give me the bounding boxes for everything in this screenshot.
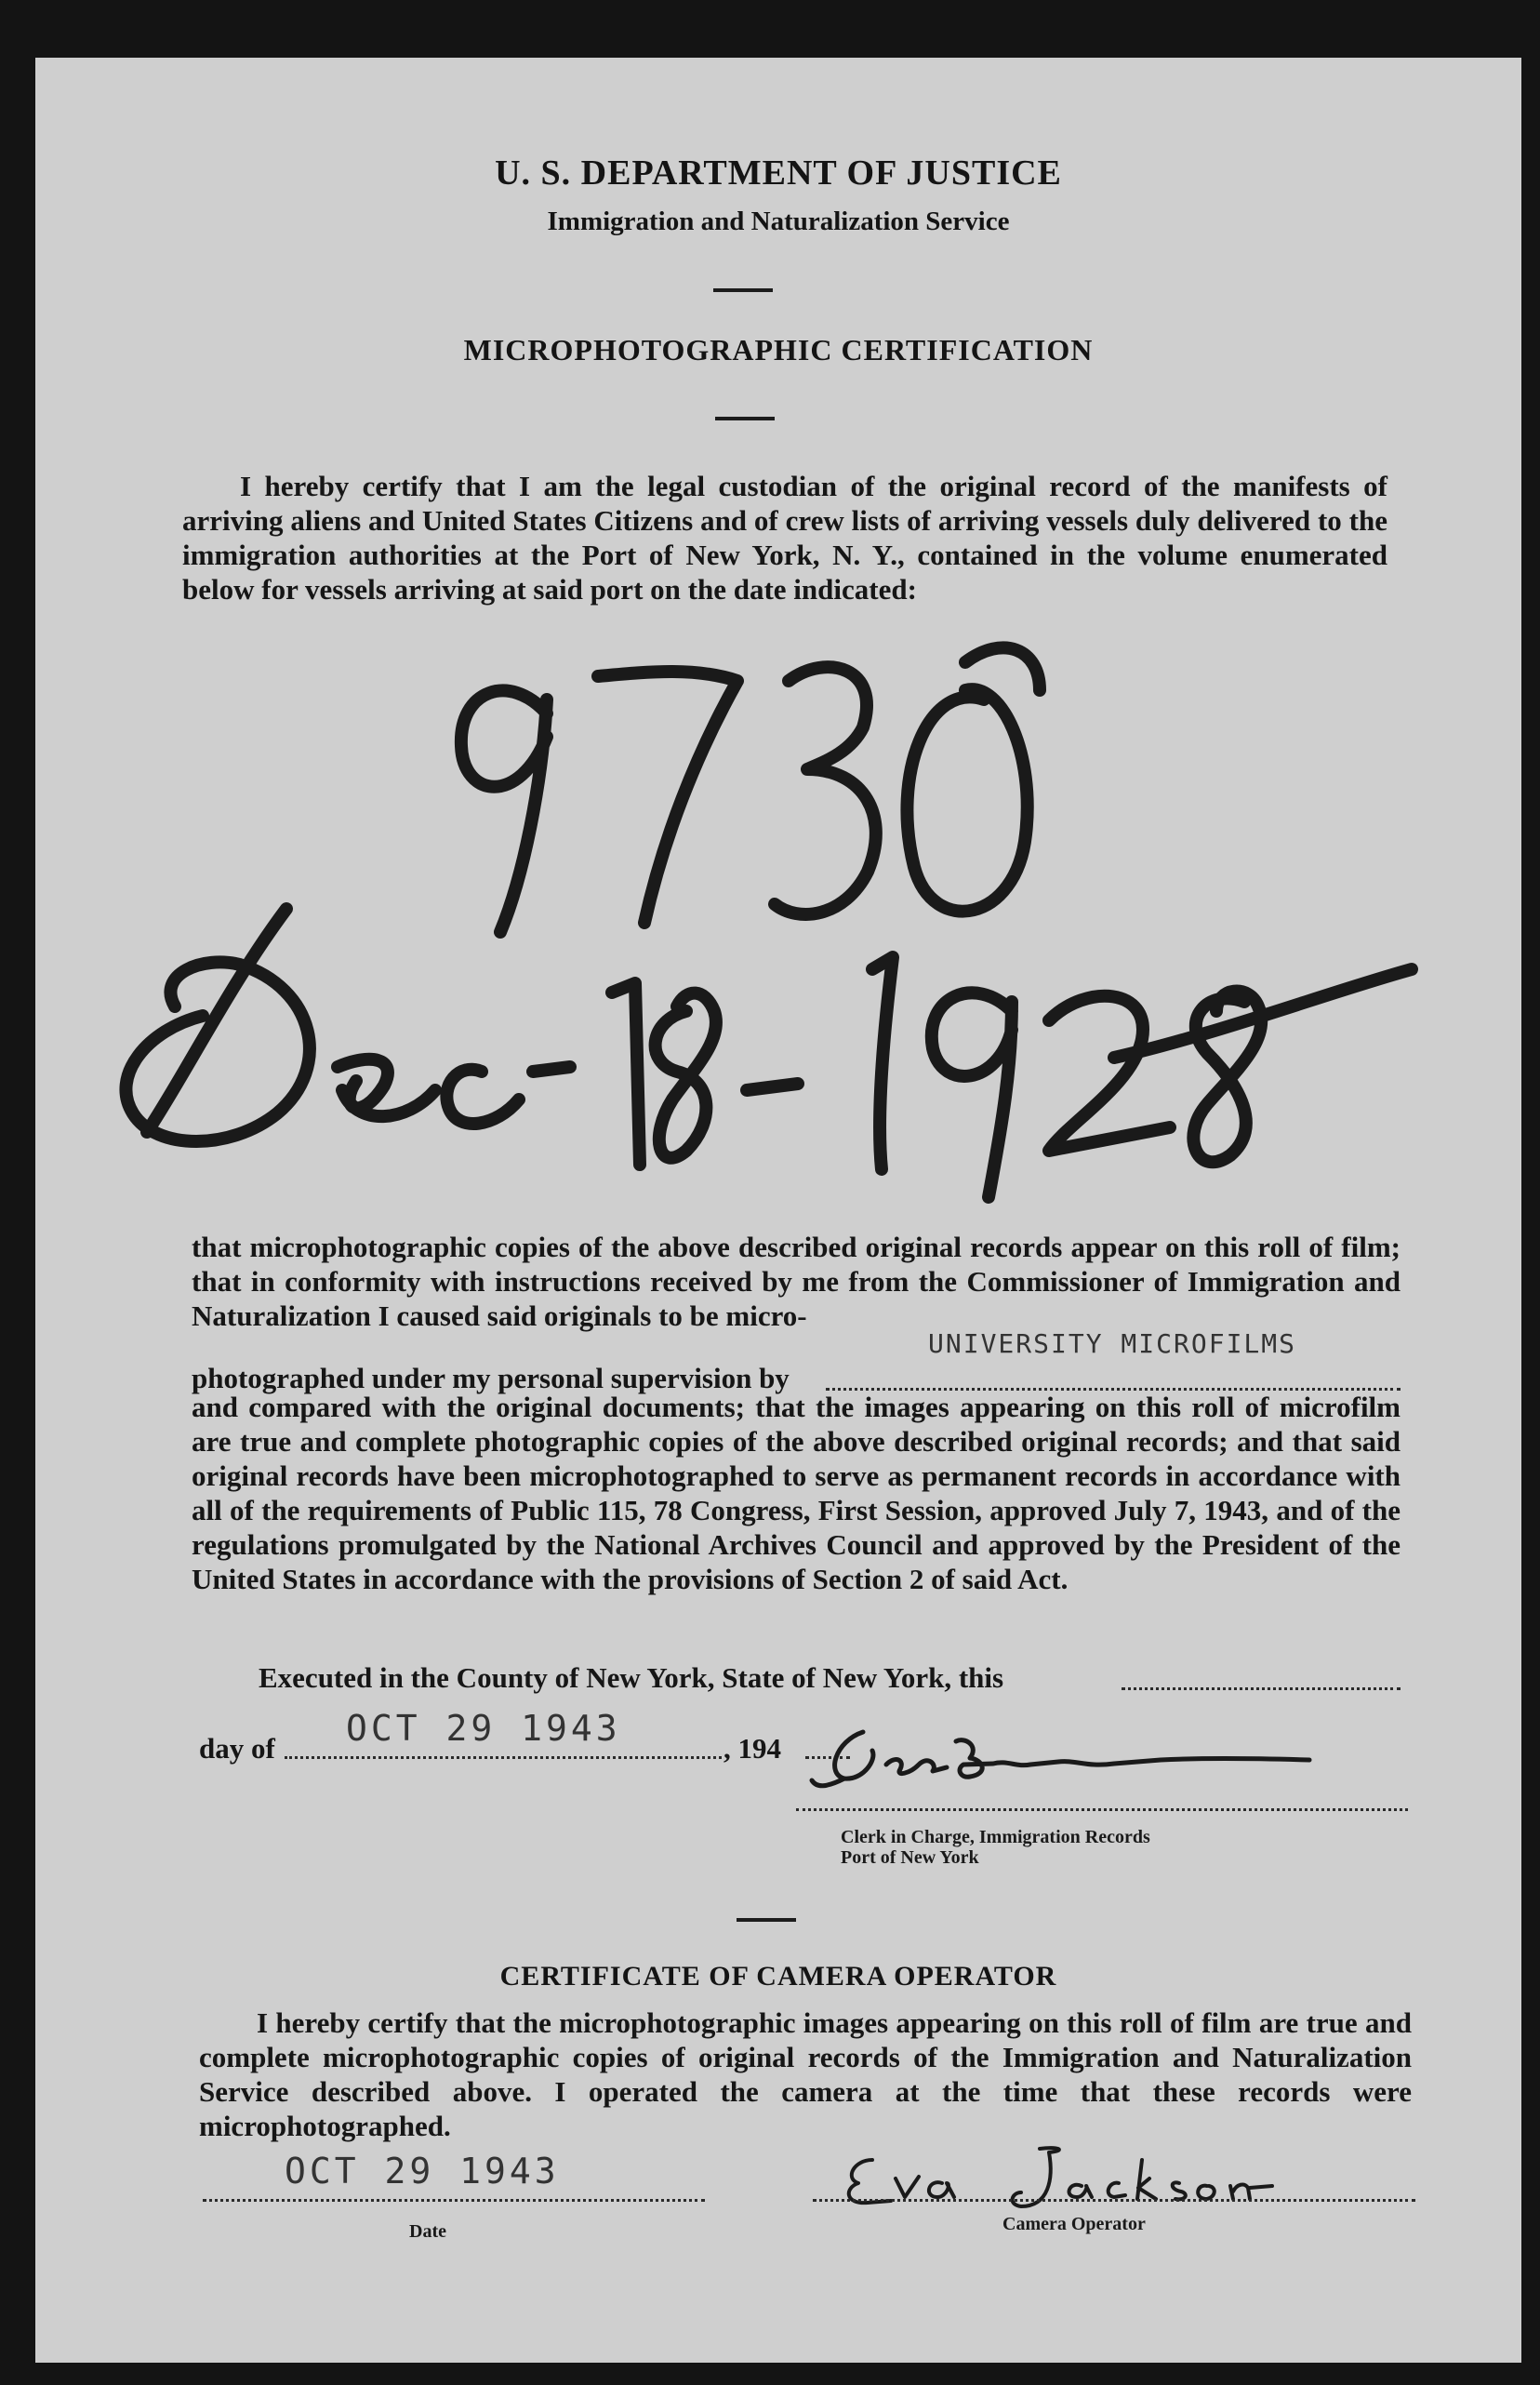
year-prefix: , 194 [724, 1732, 781, 1765]
custodian-paragraph: I hereby certify that I am the legal custodian of the original record of the manifests of arriving aliens and United States Citizens and of crew lists of arriving vessels duly delivered to the immigration authorities at the Port of New York, N. Y., contained in the volume enumerated below for vessels arriving at said port on the date indicated: [182, 470, 1387, 606]
day-of-dotted-line [285, 1756, 722, 1759]
department-title: U. S. DEPARTMENT OF JUSTICE [495, 153, 1062, 193]
operator-signature-line [813, 2199, 1415, 2202]
divider [737, 1918, 796, 1922]
handwritten-volume-text: 9730 [407, 625, 409, 626]
handwritten-date-text: Dec-18-1928 [91, 899, 97, 900]
body-paragraph-2: and compared with the original documents; that the images appearing on this roll of microfilm are true and complete photographic copies of the above described original records; and that said original records have been microphotographed to serve as permanent records in accordance with all of the requirements of Public 115, 78 Congress, First Session, approved July 7, 1943, and of the regulations promulgated by the National Archives Council and approved by the President of the United States in accordance with the provisions of Section 2 of said Act. [192, 1391, 1401, 1595]
camera-date-stamp: OCT 29 1943 [285, 2151, 560, 2192]
clerk-signature-line [796, 1808, 1408, 1811]
camera-operator-label: Camera Operator [1002, 2214, 1146, 2234]
day-of-label: day of [199, 1732, 275, 1765]
document-page [35, 58, 1521, 2363]
handwritten-date [91, 899, 1467, 1216]
divider [713, 288, 773, 292]
executed-statement: Executed in the County of New York, State of New York, this [259, 1661, 1004, 1694]
date-label: Date [409, 2221, 446, 2242]
camera-certificate-title: CERTIFICATE OF CAMERA OPERATOR [499, 1961, 1057, 1992]
body-paragraph-1: that microphotographic copies of the above described original records appear on this roll of film; that in conformity with instructions received by me from the Commissioner of Immigration and Naturalization I caused said originals to be micro- [192, 1231, 1401, 1332]
clerk-signature-text: Geo Saaka [807, 1723, 812, 1724]
clerk-title: Clerk in Charge, Immigration Records [841, 1827, 1150, 1847]
date-dotted-line [203, 2199, 705, 2202]
execution-date-stamp: OCT 29 1943 [346, 1708, 621, 1749]
service-subtitle: Immigration and Naturalization Service [547, 207, 1010, 236]
divider [715, 417, 775, 420]
operator-signature-text: Eva Jackson [835, 2141, 840, 2142]
photographed-by-label: photographed under my personal supervision by [192, 1362, 790, 1394]
executed-dotted-line [1122, 1687, 1401, 1690]
certification-title: MICROPHOTOGRAPHIC CERTIFICATION [463, 333, 1094, 366]
clerk-signature [807, 1723, 1328, 1797]
operator-stamp: UNIVERSITY MICROFILMS [928, 1328, 1297, 1359]
clerk-port: Port of New York [841, 1847, 979, 1868]
operator-signature [835, 2141, 1319, 2216]
camera-certificate-paragraph: I hereby certify that the microphotographic images appearing on this roll of film are true and complete microphotographic copies of original records of the Immigration and Naturalization Service described above. I operated the camera at the time that these records were microphotographed. [199, 2006, 1412, 2142]
